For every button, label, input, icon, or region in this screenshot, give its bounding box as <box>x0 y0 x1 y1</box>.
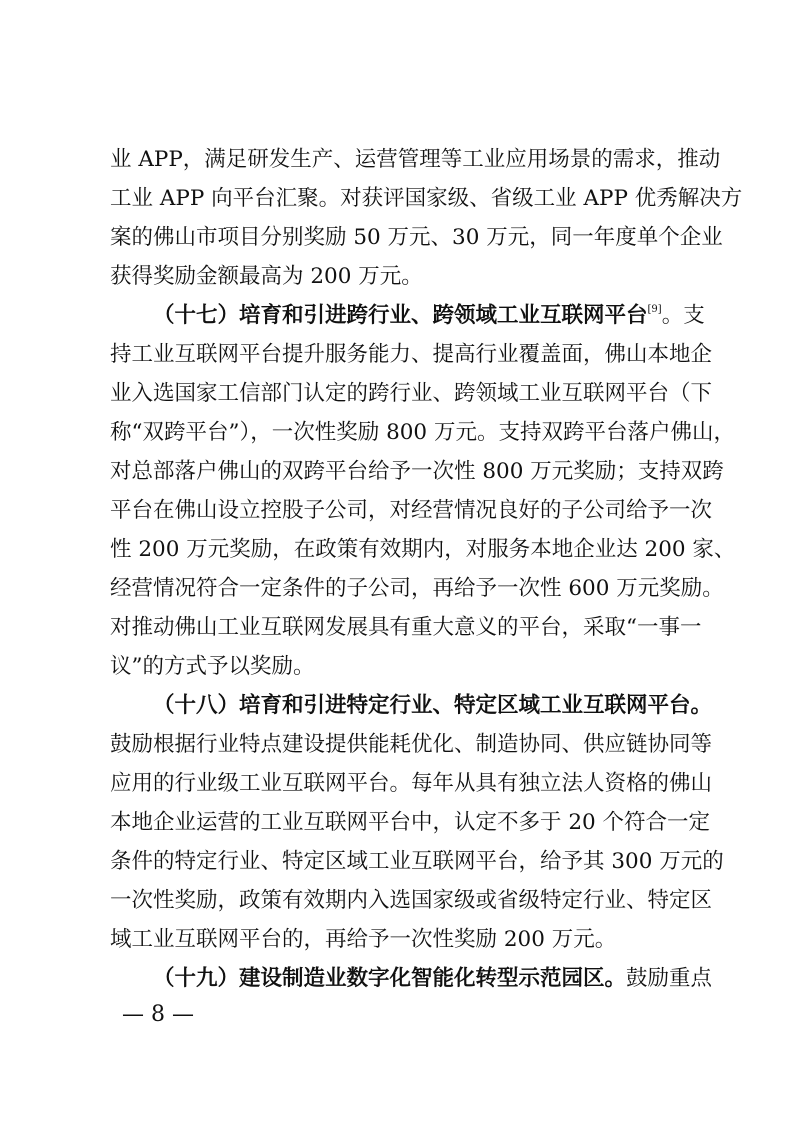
paragraph-line: 经营情况符合一定条件的子公司，再给予一次性 600 万元奖励。 <box>110 576 724 601</box>
paragraph-line: 平台在佛山设立控股子公司，对经营情况良好的子公司给予一次 <box>110 498 713 523</box>
section-17-first-tail: 。支 <box>661 303 705 328</box>
footnote-marker: [9] <box>647 304 662 315</box>
section-19-first-tail: 鼓励重点 <box>626 966 713 991</box>
page-number: — 8 — <box>122 1002 194 1027</box>
section-18-heading: （十八）培育和引进特定行业、特定区域工业互联网平台。 <box>153 693 713 718</box>
paragraph-line: 称“双跨平台”），一次性奖励 800 万元。支持双跨平台落户佛山， <box>110 420 735 445</box>
paragraph-line: 性 200 万元奖励，在政策有效期内，对服务本地企业达 200 家、 <box>110 537 736 562</box>
section-17-first-line <box>153 298 705 334</box>
paragraph-line: 一次性奖励，政策有效期内入选国家级或省级特定行业、特定区 <box>110 888 713 913</box>
paragraph-line: 业入选国家工信部门认定的跨行业、跨领域工业互联网平台（下 <box>110 381 713 406</box>
paragraph-line: 对推动佛山工业互联网发展具有重大意义的平台，采取“一事一 <box>110 615 702 640</box>
paragraph-line: 对总部落户佛山的双跨平台给予一次性 800 万元奖励；支持双跨 <box>110 459 724 484</box>
paragraph-line: 鼓励根据行业特点建设提供能耗优化、制造协同、供应链协同等 <box>110 732 713 757</box>
section-19-heading: （十九）建设制造业数字化智能化转型示范园区。 <box>153 966 627 991</box>
paragraph-line: 条件的特定行业、特定区域工业互联网平台，给予其 300 万元的 <box>110 849 724 874</box>
paragraph-line: 业 APP，满足研发生产、运营管理等工业应用场景的需求，推动 <box>110 147 721 172</box>
paragraph-line: 议”的方式予以奖励。 <box>110 654 315 679</box>
paragraph-line: 域工业互联网平台的，再给予一次性奖励 200 万元。 <box>110 927 617 952</box>
section-17-heading: （十七）培育和引进跨行业、跨领域工业互联网平台 <box>153 303 648 328</box>
paragraph-line: 工业 APP 向平台汇聚。对获评国家级、省级工业 APP 优秀解决方 <box>110 186 743 211</box>
section-19-first-line <box>153 961 713 997</box>
paragraph-line: 本地企业运营的工业互联网平台中，认定不多于 20 个符合一定 <box>110 810 711 835</box>
paragraph-line: 案的佛山市项目分别奖励 50 万元、30 万元，同一年度单个企业 <box>110 225 723 250</box>
section-18-first-line <box>153 688 713 724</box>
paragraph-line: 应用的行业级工业互联网平台。每年从具有独立法人资格的佛山 <box>110 771 713 796</box>
paragraph-line: 获得奖励金额最高为 200 万元。 <box>110 264 423 289</box>
paragraph-line: 持工业互联网平台提升服务能力、提高行业覆盖面，佛山本地企 <box>110 342 713 367</box>
